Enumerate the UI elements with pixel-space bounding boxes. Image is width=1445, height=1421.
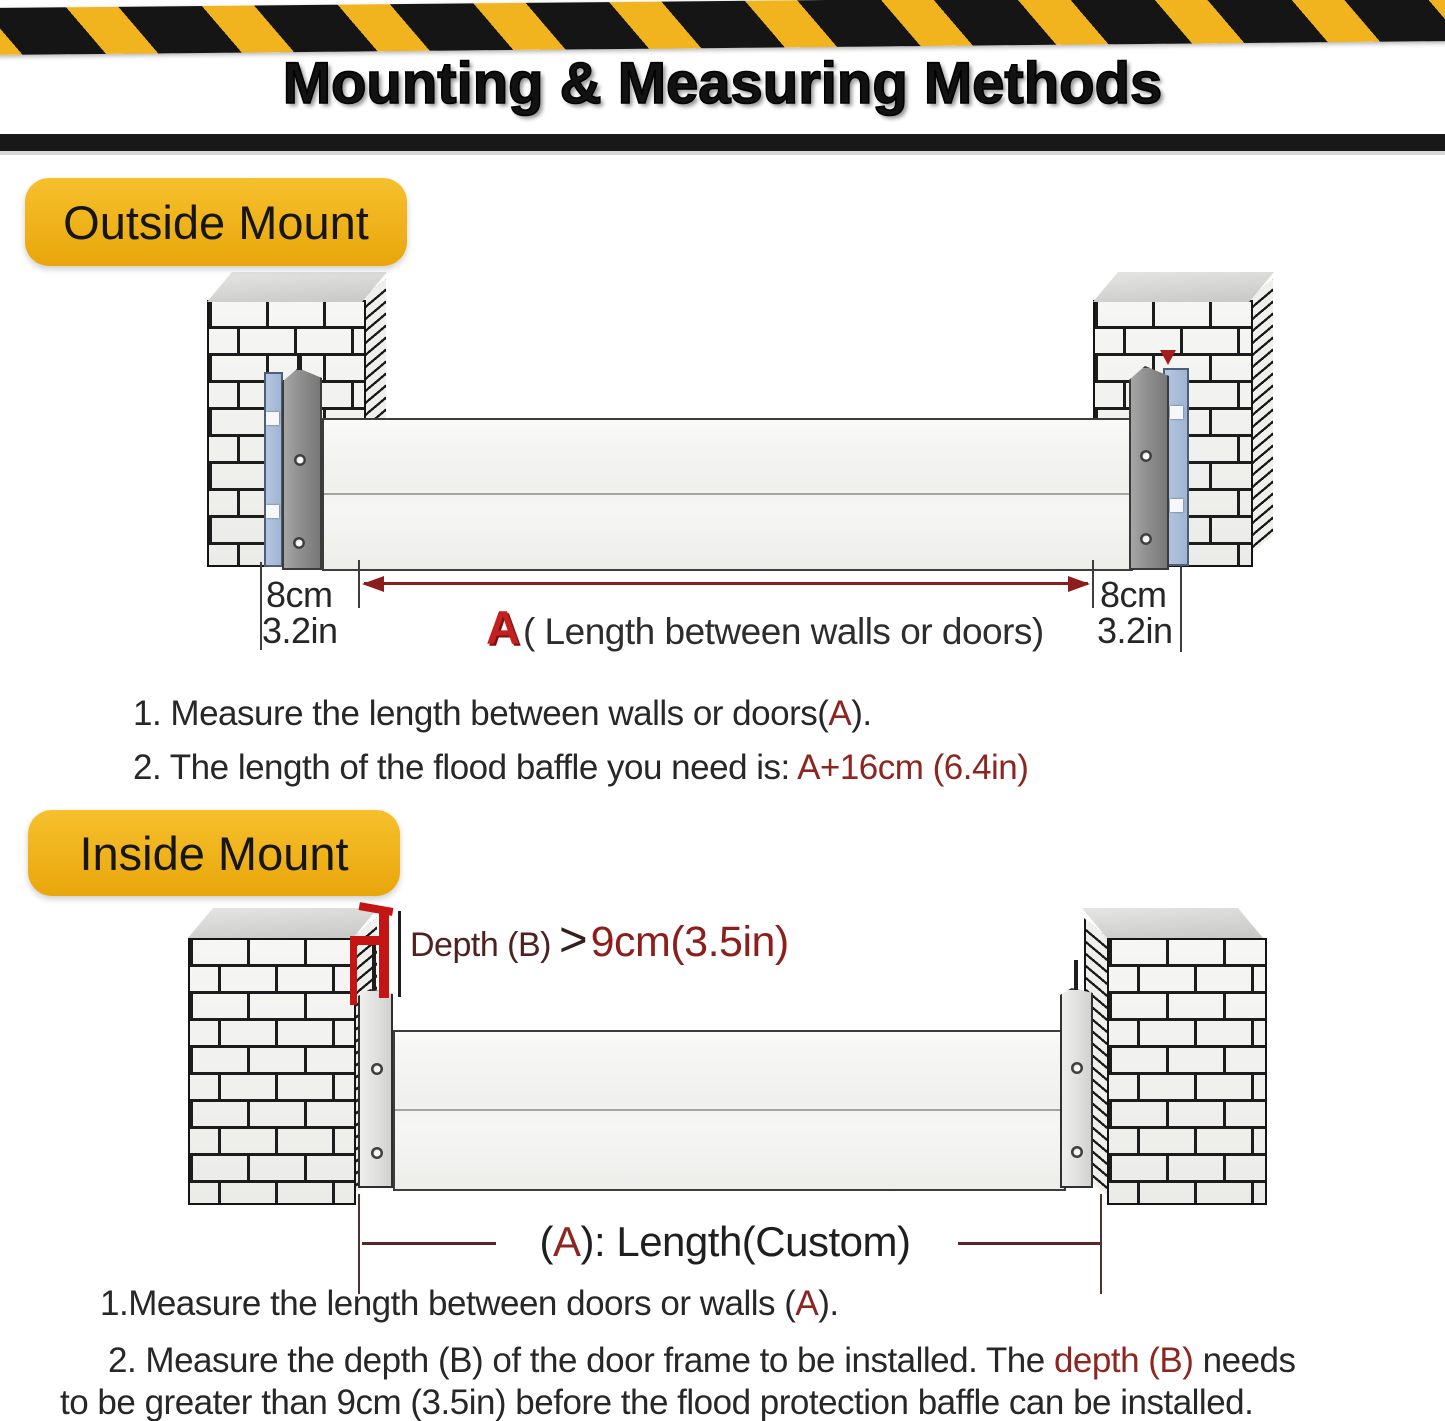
depth-marker-rung-icon xyxy=(350,936,388,945)
inside-right-anchor-pin xyxy=(1074,960,1078,990)
inside-mount-badge: Inside Mount xyxy=(28,810,400,896)
left-pillar-top-face xyxy=(207,272,387,302)
right-bracket-screw-hole-lower xyxy=(1140,533,1152,545)
inside-left-anchor-pin xyxy=(372,938,376,990)
inside-step-2-em: depth (B) xyxy=(1053,1341,1194,1380)
outside-step-1 xyxy=(133,694,872,734)
inside-left-screw-hole-upper xyxy=(371,1063,383,1075)
outside-dim-right-in: 3.2in xyxy=(1097,610,1173,651)
inside-step-1-end: ). xyxy=(818,1284,839,1323)
left-channel-slot-upper xyxy=(266,412,279,425)
inside-dim-right-segment xyxy=(958,1242,1102,1245)
outside-span-label-A: A xyxy=(486,601,520,654)
left-bracket-screw-hole-lower xyxy=(293,537,305,549)
outside-mount-badge: Outside Mount xyxy=(25,178,407,266)
page-title: Mounting & Measuring Methods xyxy=(282,51,1163,116)
inside-step-2-line-2: to be greater than 9cm (3.5in) before the flood protection baffle can be installed. xyxy=(60,1383,1254,1421)
outside-dim-left-cm: 8cm xyxy=(266,574,333,615)
inside-step-1-em: A xyxy=(795,1284,819,1323)
outside-dim-left-in: 3.2in xyxy=(262,610,338,651)
inside-dim-left-extension-line xyxy=(358,1194,360,1294)
outside-dim-left-tick xyxy=(358,560,360,608)
depth-marker-right-bar-icon xyxy=(379,908,389,998)
outside-dim-right-cm: 8cm xyxy=(1100,574,1167,615)
inside-right-screw-hole-lower xyxy=(1071,1146,1083,1158)
inside-flood-barrier-panel xyxy=(393,1030,1066,1191)
right-channel-pointer-icon xyxy=(1160,350,1176,365)
inside-step-2-line-1 xyxy=(108,1341,1296,1381)
header-divider-bar xyxy=(0,134,1445,155)
inside-dim-left-segment xyxy=(362,1242,496,1245)
outside-step-2-em: A+16cm (6.4in) xyxy=(797,748,1029,787)
outside-dim-right-extension-line xyxy=(1180,566,1182,652)
outside-step-1-text: 1. Measure the length between walls or doors( xyxy=(133,694,829,733)
inside-left-pillar-top-face xyxy=(188,908,378,938)
outside-step-1-end: ). xyxy=(851,694,872,733)
left-anchor-pin xyxy=(297,356,302,370)
inside-step-1-text: 1.Measure the length between doors or walls ( xyxy=(100,1284,796,1323)
left-channel-slot-lower xyxy=(266,505,279,518)
panel-seam-line xyxy=(324,493,1131,495)
flood-barrier-panel xyxy=(322,418,1133,571)
outside-step-2 xyxy=(133,748,1028,788)
inside-right-screw-hole-upper xyxy=(1071,1062,1083,1074)
inside-right-mount-bracket xyxy=(1060,988,1093,1188)
depth-reference-line xyxy=(398,911,401,997)
inside-span-A: A xyxy=(553,1218,581,1265)
right-bracket-screw-hole-upper xyxy=(1140,450,1152,462)
right-channel-slot-upper xyxy=(1170,406,1183,419)
depth-marker-left-bar-icon xyxy=(350,945,357,1005)
depth-label-text: Depth (B) xyxy=(410,926,551,964)
right-channel-slot-lower xyxy=(1170,499,1183,512)
outside-step-2-text: 2. The length of the flood baffle you need is: xyxy=(133,748,798,787)
inside-panel-seam-line xyxy=(395,1109,1064,1111)
inside-dim-right-extension-line xyxy=(1100,1194,1102,1294)
inside-step-1 xyxy=(100,1284,839,1324)
inside-right-pillar-top-face xyxy=(1082,908,1263,938)
left-bracket-screw-hole-upper xyxy=(294,454,306,466)
left-wall-channel xyxy=(264,372,283,567)
inside-step-2-end: needs xyxy=(1193,1341,1296,1380)
hazard-tape-stripe xyxy=(0,0,1445,55)
right-pillar-top-face xyxy=(1093,272,1274,302)
inside-left-pillar-brick-face xyxy=(188,938,356,1205)
outside-span-label xyxy=(486,600,1044,655)
inside-span-open: ( xyxy=(539,1218,553,1265)
outside-dim-right-tick xyxy=(1092,560,1094,608)
outside-dim-span-arrow xyxy=(364,582,1088,585)
depth-label xyxy=(410,912,789,968)
inside-span-text: ): Length(Custom) xyxy=(580,1218,911,1265)
inside-left-screw-hole-lower xyxy=(371,1147,383,1159)
greater-than-sign: > xyxy=(559,913,588,967)
inside-step-2-text: 2. Measure the depth (B) of the door frame to be installed. The xyxy=(108,1341,1054,1380)
depth-label-value: 9cm(3.5in) xyxy=(590,918,789,966)
outside-step-1-em: A xyxy=(828,694,852,733)
inside-span-label xyxy=(500,1218,950,1266)
inside-right-pillar-brick-face xyxy=(1107,938,1267,1205)
outside-span-label-text: ( Length between walls or doors) xyxy=(522,611,1044,652)
